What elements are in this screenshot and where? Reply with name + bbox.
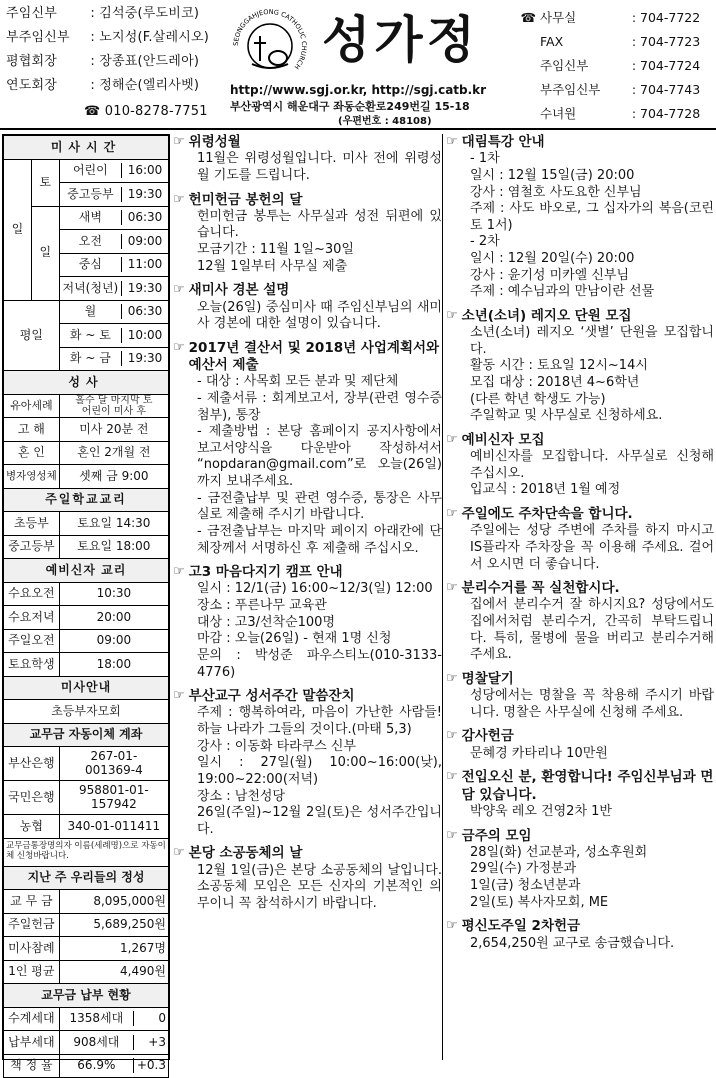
notice-title: 고3 마음다지기 캠프 안내 bbox=[188, 564, 343, 581]
notice-heading bbox=[446, 308, 714, 325]
pointing-hand-icon: ☞ bbox=[173, 688, 185, 704]
notice-line: 2,654,250원 교구로 송금했습니다. bbox=[470, 935, 675, 951]
header bbox=[0, 0, 716, 130]
pointing-hand-icon: ☞ bbox=[446, 506, 458, 522]
notice-line: 1일(금) 청소년분과 bbox=[470, 878, 581, 894]
notice-title: 분리수거를 꼭 실천합시다. bbox=[461, 580, 620, 597]
notice-line: 장소 : 푸른나무 교육관 bbox=[197, 598, 327, 614]
notice-block bbox=[173, 845, 442, 912]
notice-line: 주제 : 예수님과의 만남이란 선물 bbox=[470, 284, 655, 300]
notice-heading bbox=[173, 564, 442, 581]
notice-line: 문혜경 카타리나 10만원 bbox=[470, 745, 608, 761]
notice-block bbox=[446, 432, 714, 499]
telephone-icon: ☎ bbox=[84, 104, 101, 119]
pointing-hand-icon: ☞ bbox=[446, 769, 458, 785]
notice-line: 강사 : 염철호 사도요한 신부님 bbox=[470, 184, 642, 200]
mass-guide-heading: 미사안내 bbox=[4, 676, 169, 700]
header-assistant-phone: 부주임신부 : 704-7743 bbox=[540, 82, 701, 97]
sunday-day-label: 일 bbox=[31, 206, 59, 300]
notice-line: 모금기간 : 11월 1일~30일 bbox=[197, 242, 354, 258]
payment-status-heading: 교무금 납부 현황 bbox=[4, 984, 169, 1008]
sacraments-heading: 성사 bbox=[4, 371, 169, 395]
pointing-hand-icon: ☞ bbox=[173, 564, 185, 580]
header-pastor: 주임신부 : 김석중(루도비코) bbox=[6, 6, 200, 21]
notice-block bbox=[173, 192, 442, 276]
notice-heading bbox=[446, 918, 714, 935]
notice-title: 예비신자 모집 bbox=[461, 431, 545, 448]
notice-line: 장소 : 남천성당 bbox=[197, 788, 285, 804]
pointing-hand-icon: ☞ bbox=[446, 431, 458, 447]
notice-block bbox=[446, 506, 714, 573]
weekday-label: 평일 bbox=[4, 300, 60, 371]
notice-line: - 제출서류 : 회계보고서, 장부(관련 영수증 첨부), 통장 bbox=[197, 390, 442, 423]
header-pastor-phone: 주임신부 : 704-7724 bbox=[540, 58, 701, 73]
telephone-icon: ☎ bbox=[520, 10, 537, 25]
notice-block bbox=[173, 340, 442, 557]
header-council-president: 평협회장 : 장종표(안드레아) bbox=[6, 54, 200, 69]
notice-line: 2일(토) 복사자모회, ME bbox=[470, 894, 609, 910]
notice-block bbox=[446, 828, 714, 912]
notice-line: 주일학교 및 사무실로 신청하세요. bbox=[470, 408, 663, 424]
notice-heading bbox=[446, 134, 714, 151]
website-urls: http://www.sgj.or.kr, http://sgj.catb.kr bbox=[230, 83, 487, 97]
notice-title: 평신도주일 2차헌금 bbox=[461, 918, 581, 935]
notice-title: 소년(소녀) 레지오 단원 모집 bbox=[461, 307, 632, 324]
notice-line: 12월 1일부터 사무실 제출 bbox=[197, 258, 348, 274]
saturday-label: 토 bbox=[31, 159, 59, 206]
mass-times-heading: 미사시간 bbox=[4, 136, 169, 160]
notice-heading bbox=[446, 769, 714, 804]
notice-line: 헌미헌금 봉투는 사무실과 성전 뒤편에 있습니다. bbox=[197, 208, 442, 241]
notice-title: 새미사 경본 설명 bbox=[188, 282, 290, 299]
notice-title: 본당 소공동체의 날 bbox=[188, 845, 303, 862]
header-convent-phone: 수녀원 : 704-7728 bbox=[540, 106, 701, 121]
church-address: 부산광역시 해운대구 좌동순환로249번길 15-18 bbox=[230, 100, 470, 113]
notice-heading bbox=[446, 506, 714, 523]
notice-line: 일시 : 12월 20일(수) 20:00 bbox=[470, 251, 635, 267]
sunday-label: 일 bbox=[4, 159, 32, 300]
bulletin-title: 성가정 bbox=[322, 11, 479, 69]
header-assistant-pastor: 부주임신부 : 노지성(F.살레시오) bbox=[6, 30, 210, 45]
pointing-hand-icon: ☞ bbox=[446, 307, 458, 323]
notice-line: - 1차 bbox=[470, 151, 500, 167]
pointing-hand-icon: ☞ bbox=[173, 134, 185, 149]
notice-line: 소년(소녀) 레지오 ‘샛별’ 단원을 모집합니다. bbox=[470, 325, 714, 357]
header-fax: FAX : 704-7723 bbox=[540, 34, 701, 49]
notice-line: 모집 대상 : 2018년 4~6학년 bbox=[470, 375, 640, 391]
catechumen-heading: 예비신자 교리 bbox=[4, 559, 169, 583]
notice-heading bbox=[446, 728, 714, 745]
notice-line: 성당에서는 명찰을 꼭 착용해 주시기 바랍니다. 명찰은 사무실에 신청해 주세요. bbox=[470, 688, 714, 720]
pointing-hand-icon: ☞ bbox=[446, 580, 458, 596]
notice-title: 대림특강 안내 bbox=[461, 134, 545, 150]
notice-line: 마감 : 오늘(26일) - 현재 1명 신청 bbox=[197, 631, 392, 647]
pointing-hand-icon: ☞ bbox=[173, 339, 185, 355]
autopay-note: 교무금통장명의자 이름(세례명)으로 자동이체 신청바랍니다. bbox=[4, 838, 169, 866]
notice-title: 2017년 결산서 및 2018년 사업계획서와 예산서 제출 bbox=[188, 339, 440, 374]
notice-line: 주제 : 행복하여라, 마음이 가난한 사람들! 하늘 나라가 그들의 것이다.(마태 5,3) bbox=[197, 705, 442, 738]
notice-line: 문의 : 박성준 파우스티노(010-3133-4776) bbox=[197, 647, 442, 680]
notice-line: 대상 : 고3/선착순100명 bbox=[197, 614, 336, 630]
info-table: 미사시간 일 토 어린이 16:00 중고등부 19:30 일 새벽 06:30 오전 09:00 중심 11:00 저녁(청년) 19:30 평일 월 06:30 화 ~ 토 10:00 화 ~ 금 19:30 성사 유아세례 홀수 달 마지막 토 어린이 미사 후 고 해 미사 20분 전 혼 인 혼인 2개월 전 병자영성체 셋째 금 9:00 주일학교교리 초등부 토요일 14:30 중고등부 토요일 18:00 예비신자 교리 수요오전 10:30 수요저녁 20:00 주일오전 09:00 토요학생 18:00 미사안내 초등부자모회 교무금 자동이체 계좌 부산은행 267-01- 001369-4 국민은행 958801-01- 157942 농협 340-01-011411 교무금통장명의자 이름(세례명)으로 자동이체 신청바랍니다. 지난 주 우리들의 정성 교 무 금 8,095,000원 주일헌금 5,689,250원 미사참례 1,267명 1인 평균 4,490원 교무금 납부 현황 수계세대 1358세대 0 납부세대 908세대 +3 책 정 율 66.9% +0.3 bbox=[3, 135, 169, 1078]
notice-line: (다른 학년 학생도 가능) bbox=[470, 391, 606, 407]
notice-heading bbox=[173, 340, 442, 375]
notice-heading bbox=[446, 671, 714, 688]
middle-notice-column bbox=[173, 134, 443, 1060]
notice-block bbox=[446, 134, 714, 301]
notice-block bbox=[173, 564, 442, 681]
notice-line: 12월 1일(금)은 본당 소공동체의 날입니다. 소공동체 모임은 모든 신자의 기본적인 의무이니 꼭 참석하시기 바랍니다. bbox=[197, 862, 442, 911]
notice-title: 전입오신 분, 환영합니다! 주임신부님과 면담 있습니다. bbox=[461, 769, 714, 803]
sunday-school-heading: 주일학교교리 bbox=[4, 488, 169, 512]
notice-line: 입교식 : 2018년 1월 예정 bbox=[470, 482, 621, 498]
header-office-phone: ☎ 사무실 : 704-7722 bbox=[520, 10, 701, 25]
postal-code: (우편번호 : 48108) bbox=[338, 116, 432, 127]
notice-line: 일시 : 12월 15일(금) 20:00 bbox=[470, 167, 635, 183]
notice-line: - 대상 : 사목회 모든 분과 및 제단체 bbox=[197, 374, 399, 390]
right-notice-column bbox=[446, 134, 714, 1060]
notice-heading bbox=[446, 828, 714, 845]
left-info-column bbox=[2, 134, 170, 1073]
notice-line: 오늘(26일) 중심미사 때 주임신부님의 새미사 경본에 대한 설명이 있습니다. bbox=[197, 299, 442, 332]
pointing-hand-icon: ☞ bbox=[173, 191, 185, 207]
pointing-hand-icon: ☞ bbox=[173, 282, 185, 298]
notice-block bbox=[446, 308, 714, 425]
notice-line: 28일(화) 선교분과, 성소후원회 bbox=[470, 844, 648, 860]
notice-line: 11월은 위령성월입니다. 미사 전에 위령성월 기도를 드립니다. bbox=[197, 151, 442, 183]
notice-title: 헌미헌금 봉헌의 달 bbox=[188, 191, 303, 208]
notice-title: 부산교구 성서주간 말씀잔치 bbox=[188, 688, 355, 705]
notice-block bbox=[173, 688, 442, 838]
notice-line: - 제출방법 : 본당 홈페이지 공지사항에서 보고서양식을 다운받아 작성하셔서 “nopdaran@gmail.com”로 오늘(26일)까지 보내주세요. bbox=[197, 424, 442, 490]
notice-block bbox=[446, 918, 714, 952]
header-mobile: ☎ 010-8278-7751 bbox=[84, 104, 208, 119]
notice-block bbox=[446, 580, 714, 664]
notice-block bbox=[446, 769, 714, 820]
notice-line: 박양욱 레오 건영2차 1반 bbox=[470, 803, 612, 819]
notice-block bbox=[446, 728, 714, 762]
notice-line: 일시 : 27일(월) 10:00~16:00(낮), 19:00~22:00(저녁) bbox=[197, 755, 442, 787]
pointing-hand-icon: ☞ bbox=[446, 827, 458, 843]
notice-heading bbox=[173, 688, 442, 705]
notice-heading bbox=[446, 580, 714, 597]
notice-title: 감사헌금 bbox=[461, 728, 514, 745]
notice-title: 위령성월 bbox=[188, 134, 241, 150]
notice-line: - 2차 bbox=[470, 234, 500, 250]
offerings-heading: 지난 주 우리들의 정성 bbox=[4, 866, 169, 890]
autopay-heading: 교무금 자동이체 계좌 bbox=[4, 723, 169, 747]
notice-heading bbox=[173, 282, 442, 299]
notice-line: 주일에는 성당 주변에 주차를 하지 마시고 IS플라자 주차장을 꼭 이용해 주세요. 걸어서 오시면 더 좋습니다. bbox=[470, 523, 714, 572]
pointing-hand-icon: ☞ bbox=[446, 670, 458, 686]
notice-block bbox=[173, 282, 442, 333]
logo-ring-text: SEONGGAHJEONG CATHOLIC CHURCH bbox=[231, 7, 309, 71]
notice-line: 일시 : 12/1(금) 16:00~12/3(일) 12:00 bbox=[197, 581, 433, 597]
notice-heading bbox=[173, 845, 442, 862]
notice-line: 집에서 분리수거 잘 하시지요? 성당에서도 집에서처럼 분리수거, 간곡히 부탁드립니다. 특히, 물병에 물을 버리고 분리수거해 주세요. bbox=[470, 597, 714, 663]
notice-heading bbox=[173, 192, 442, 209]
notice-line: 주제 : 사도 바오로, 그 십자가의 복음(코린토 1서) bbox=[470, 201, 714, 233]
church-logo bbox=[230, 6, 310, 86]
notice-title: 주일에도 주차단속을 합니다. bbox=[461, 506, 633, 523]
notice-title: 명찰달기 bbox=[461, 670, 514, 687]
pointing-hand-icon: ☞ bbox=[446, 134, 458, 149]
notice-heading bbox=[173, 134, 442, 151]
notice-block bbox=[446, 671, 714, 722]
notice-line: 강사 : 윤기성 미카엘 신부님 bbox=[470, 267, 630, 283]
notice-heading bbox=[446, 432, 714, 449]
notice-line: 활동 시간 : 토요일 12시~14시 bbox=[470, 358, 648, 374]
notice-title: 금주의 모임 bbox=[461, 827, 532, 844]
notice-block bbox=[173, 134, 442, 185]
notice-line: - 금전출납부는 마지막 페이지 아래칸에 단체장께서 서명하신 후 제출해 주십시오. bbox=[197, 523, 442, 556]
pointing-hand-icon: ☞ bbox=[446, 728, 458, 744]
notice-line: 강사 : 이동화 타라쿠스 신부 bbox=[197, 738, 357, 754]
header-yeondo-president: 연도회장 : 정해순(엘리사벳) bbox=[6, 78, 200, 93]
notice-line: 29일(수) 가정분과 bbox=[470, 861, 577, 877]
notice-line: 예비신자를 모집합니다. 사무실로 신청해 주십시오. bbox=[470, 449, 714, 481]
notice-line: 26일(주일)~12월 2일(토)은 성서주간입니다. bbox=[197, 805, 442, 837]
notice-line: - 금전출납부 및 관련 영수증, 통장은 사무실로 제출해 주시기 바랍니다. bbox=[197, 490, 442, 523]
pointing-hand-icon: ☞ bbox=[173, 845, 185, 861]
pointing-hand-icon: ☞ bbox=[446, 918, 458, 934]
mass-guide-group: 초등부자모회 bbox=[4, 700, 169, 724]
